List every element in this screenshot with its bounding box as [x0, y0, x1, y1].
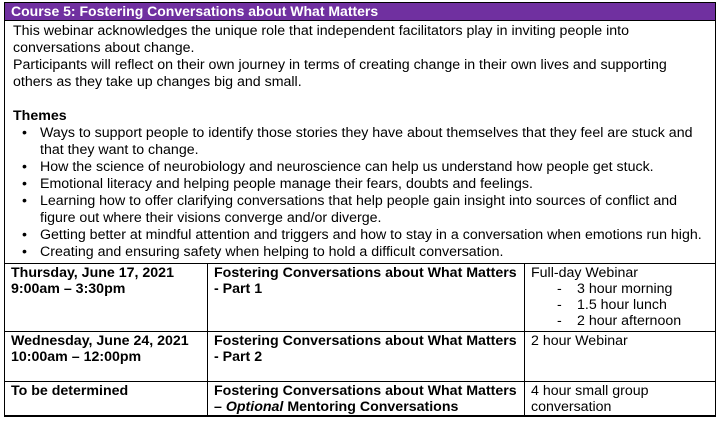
- session-title: Fostering Conversations about What Matters: [214, 333, 517, 349]
- table-row: [5, 264, 715, 332]
- format-cell: [525, 382, 716, 416]
- session-title: Fostering Conversations about What Matters: [214, 383, 517, 399]
- intro-paragraph-2: Participants will reflect on their own journey in terms of creating change in their own lives and supporting others as they take up changes big and small.: [13, 57, 667, 90]
- session-part: - Part 2: [214, 349, 263, 365]
- themes-heading: Themes: [13, 108, 67, 124]
- theme-item: • Ways to support people to identify those stories they have about themselves that they feel are stuck and that they want to change.: [40, 125, 707, 159]
- course-description: [5, 21, 715, 261]
- optional-label: Optional: [225, 399, 284, 415]
- session-format: Full-day Webinar: [531, 265, 638, 281]
- session-format: 2 hour Webinar: [531, 333, 628, 349]
- session-date: Thursday, June 17, 2021: [11, 265, 174, 281]
- session-cell: [208, 264, 525, 332]
- themes-list: [13, 125, 707, 261]
- schedule-table: [5, 263, 715, 416]
- format-details: [531, 281, 709, 329]
- course-card: [4, 2, 716, 417]
- session-date: Wednesday, June 24, 2021: [11, 333, 189, 349]
- detail-item: - 1.5 hour lunch: [557, 297, 709, 313]
- course-title: Course 5: Fostering Conversations about What Matters: [5, 3, 715, 21]
- table-row: [5, 332, 715, 382]
- theme-item: • Learning how to offer clarifying conversations that help people gain insight into sources of conflict and figure out where their visions converge and/or diverge.: [40, 193, 707, 227]
- date-cell: [5, 332, 208, 382]
- theme-item: • Getting better at mindful attention and triggers and how to stay in a conversation when emotions run high.: [40, 227, 707, 244]
- detail-item: - 2 hour afternoon: [557, 313, 709, 329]
- date-cell: [5, 264, 208, 332]
- theme-item: • Creating and ensuring safety when helping to hold a difficult conversation.: [40, 244, 707, 261]
- format-cell: [525, 264, 716, 332]
- session-format: 4 hour small group conversation: [531, 383, 649, 415]
- session-part: - Part 1: [214, 281, 263, 297]
- date-cell: [5, 382, 208, 416]
- spacer: [13, 91, 707, 108]
- session-part-suffix: Mentoring Conversations: [283, 399, 459, 415]
- detail-item: - 3 hour morning: [557, 281, 709, 297]
- session-cell: [208, 382, 525, 416]
- session-date: To be determined: [11, 383, 129, 399]
- session-title: Fostering Conversations about What Matters: [214, 265, 517, 281]
- session-part: [214, 399, 518, 415]
- intro-paragraph-1: This webinar acknowledges the unique role that independent facilitators play in inviting people into conversations about change.: [13, 23, 629, 56]
- session-part-prefix: –: [214, 399, 226, 415]
- session-cell: [208, 332, 525, 382]
- table-row: [5, 382, 715, 416]
- theme-item: • Emotional literacy and helping people manage their fears, doubts and feelings.: [40, 176, 707, 193]
- theme-item: • How the science of neurobiology and neuroscience can help us understand how people get stuck.: [40, 159, 707, 176]
- format-cell: [525, 332, 716, 382]
- session-time: 9:00am – 3:30pm: [11, 281, 126, 297]
- session-time: 10:00am – 12:00pm: [11, 349, 142, 365]
